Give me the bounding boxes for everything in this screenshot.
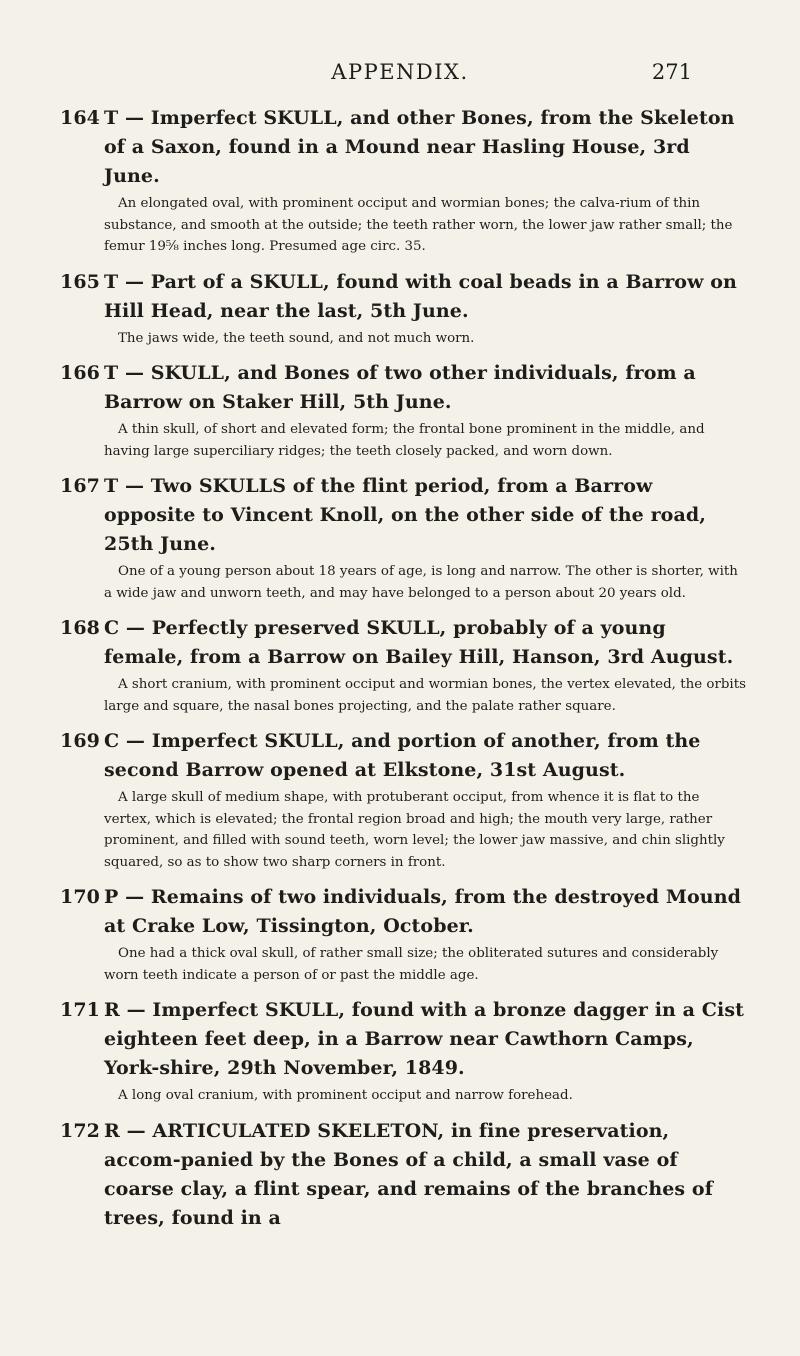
entry-note: A short cranium, with prominent occiput and wormian bones, the vertex elevated, the orbits large and square, the nasal bones projecting, and the palate rather square. bbox=[104, 677, 746, 714]
entry-note: A thin skull, of short and elevated form; the frontal bone prominent in the middle, and having large superciliary ridges; the teeth closely packed, and worn down. bbox=[104, 422, 705, 459]
entry-166 bbox=[60, 359, 748, 462]
entry-number: 166 bbox=[60, 362, 100, 384]
entry-169 bbox=[60, 727, 748, 873]
entry-note: A long oval cranium, with prominent occiput and narrow forehead. bbox=[118, 1088, 573, 1103]
page-header bbox=[0, 60, 800, 90]
entry-heading: T — Part of a SKULL, found with coal beads in a Barrow on Hill Head, near the last, 5th June. bbox=[104, 270, 737, 322]
entry-heading: T — Two SKULLS of the flint period, from a Barrow opposite to Vincent Knoll, on the other side of the road, 25th June. bbox=[104, 475, 706, 555]
entry-heading: T — SKULL, and Bones of two other individuals, from a Barrow on Staker Hill, 5th June. bbox=[104, 362, 696, 413]
entry-heading: C — Imperfect SKULL, and portion of another, from the second Barrow opened at Elkstone, 31st August. bbox=[104, 730, 701, 781]
entry-heading: T — Imperfect SKULL, and other Bones, from the Skeleton of a Saxon, found in a Mound near Hasling House, 3rd June. bbox=[104, 107, 735, 187]
entry-note: One of a young person about 18 years of age, is long and narrow. The other is shorter, with a wide jaw and unworn teeth, and may have belonged to a person about 20 years old. bbox=[104, 564, 738, 601]
page-number: 271 bbox=[651, 60, 692, 84]
entry-165 bbox=[60, 268, 748, 350]
entry-number: 168 bbox=[60, 617, 100, 639]
entry-note: An elongated oval, with prominent occiput and wormian bones; the calva-rium of thin substance, and smooth at the outside; the teeth rather worn, the lower jaw rather small; the femur 19⅝ inches long. Presumed age circ. 35. bbox=[104, 196, 733, 254]
entry-number: 164 bbox=[60, 107, 100, 129]
entry-171 bbox=[60, 996, 748, 1107]
entry-number: 167 bbox=[60, 475, 100, 497]
entry-heading: C — Perfectly preserved SKULL, probably of a young female, from a Barrow on Bailey Hill, Hanson, 3rd August. bbox=[104, 617, 734, 668]
entry-heading: P — Remains of two individuals, from the destroyed Mound at Crake Low, Tissington, October. bbox=[104, 886, 742, 937]
entry-note: The jaws wide, the teeth sound, and not much worn. bbox=[118, 330, 475, 346]
entry-number: 171 bbox=[60, 999, 100, 1021]
entry-number: 165 bbox=[60, 270, 100, 293]
entry-number: 170 bbox=[60, 886, 100, 908]
entry-heading: R — Imperfect SKULL, found with a bronze dagger in a Cist eighteen feet deep, in a Barrow near Cawthorn Camps, York-shire, 29th November, 1849. bbox=[104, 999, 745, 1079]
entry-167 bbox=[60, 472, 748, 604]
entry-note: One had a thick oval skull, of rather small size; the obliterated sutures and considerably worn teeth indicate a person of or past the middle age. bbox=[104, 946, 719, 983]
entry-heading: R — ARTICULATED SKELETON, in fine preservation, accom-panied by the Bones of a child, a small vase of coarse clay, a flint spear, and remains of the branches of trees, found in a bbox=[104, 1119, 713, 1229]
entry-164 bbox=[60, 104, 748, 258]
entry-172 bbox=[60, 1117, 748, 1233]
entry-note: A large skull of medium shape, with protuberant occiput, from whence it is flat to the vertex, which is elevated; the frontal region broad and high; the mouth very large, rather prominent, and filled with sound teeth, worn level; the lower jaw massive, and chin slightly squared, so as to show two sharp corners in front. bbox=[104, 790, 725, 870]
entry-number: 172 bbox=[60, 1119, 100, 1142]
appendix-entries bbox=[60, 104, 748, 1243]
entry-168 bbox=[60, 614, 748, 717]
entry-number: 169 bbox=[60, 730, 100, 752]
entry-170 bbox=[60, 883, 748, 986]
running-title: APPENDIX. bbox=[331, 60, 469, 84]
